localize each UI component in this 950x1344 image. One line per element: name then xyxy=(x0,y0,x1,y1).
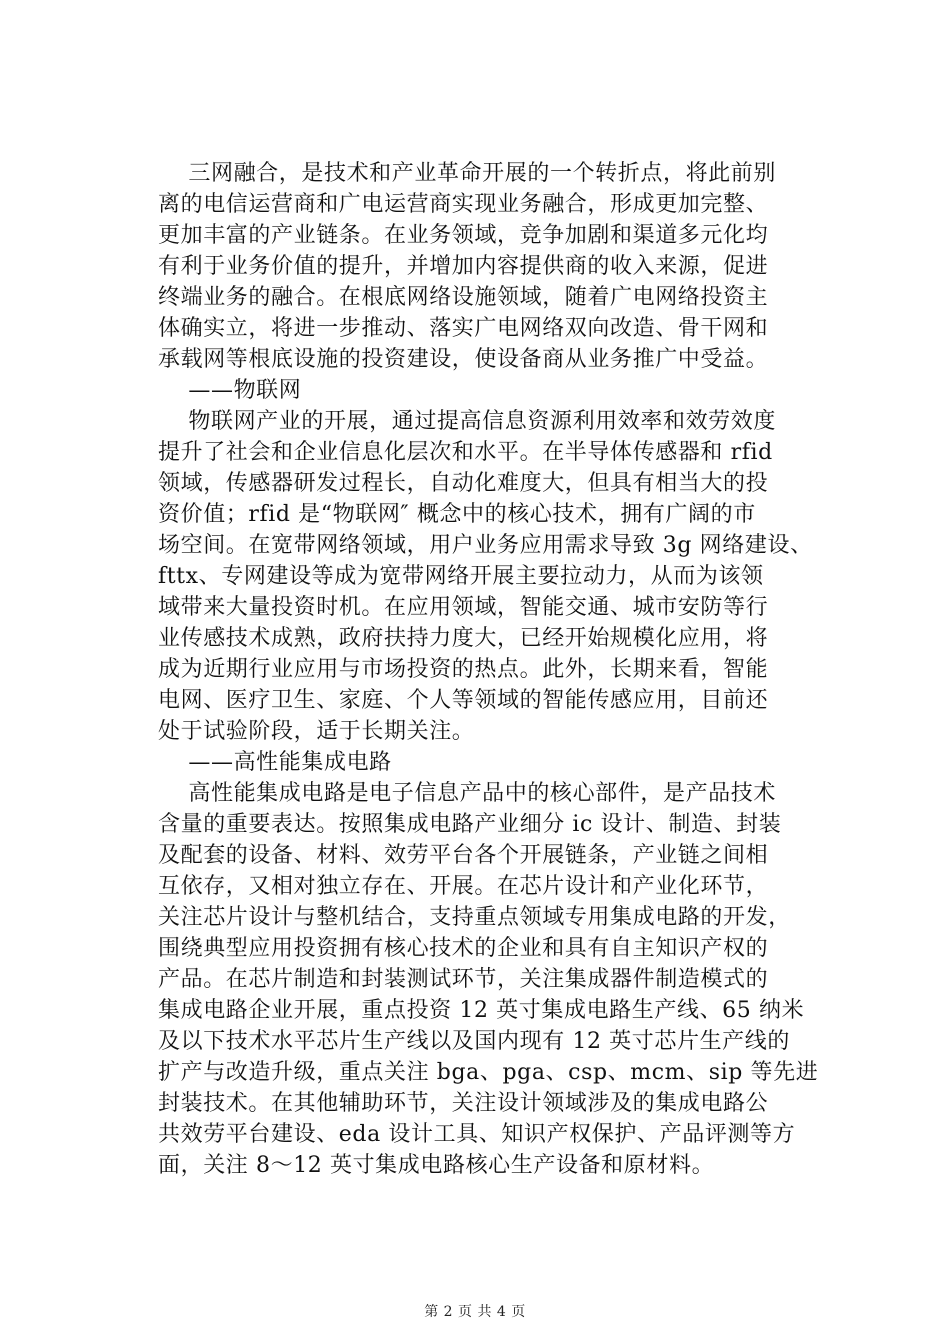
text-line: 域带来大量投资时机。在应用领域，智能交通、城市安防等行 xyxy=(158,595,769,620)
text-line: 产品。在芯片制造和封装测试环节，关注集成器件制造模式的 xyxy=(158,967,769,992)
section-heading: ——物联网 xyxy=(158,378,302,403)
text-line: 共效劳平台建设、eda 设计工具、知识产权保护、产品评测等方 xyxy=(158,1122,796,1147)
text-line: 含量的重要表达。按照集成电路产业细分 ic 设计、制造、封装 xyxy=(158,812,782,837)
text-line: 高性能集成电路是电子信息产品中的核心部件，是产品技术 xyxy=(158,781,776,806)
text-line: 资价值；rfid 是“物联网″ 概念中的核心技术，拥有广阔的市 xyxy=(158,502,756,527)
text-line: 及配套的设备、材料、效劳平台各个开展链条，产业链之间相 xyxy=(158,843,769,868)
text-line: 提升了社会和企业信息化层次和水平。在半导体传感器和 rfid xyxy=(158,440,773,465)
text-line: 互依存，又相对独立存在、开展。在芯片设计和产业化环节， xyxy=(158,874,769,899)
document-body xyxy=(158,158,838,1181)
text-line: 业传感技术成熟，政府扶持力度大，已经开始规模化应用，将 xyxy=(158,626,769,651)
text-line: 及以下技术水平芯片生产线以及国内现有 12 英寸芯片生产线的 xyxy=(158,1029,790,1054)
text-line: 更加丰富的产业链条。在业务领域，竞争加剧和渠道多元化均 xyxy=(158,223,769,248)
text-line: 集成电路企业开展，重点投资 12 英寸集成电路生产线、65 纳米 xyxy=(158,998,805,1023)
text-line: 有利于业务价值的提升，并增加内容提供商的收入来源，促进 xyxy=(158,254,769,279)
text-line: 封装技术。在其他辅助环节，关注设计领域涉及的集成电路公 xyxy=(158,1091,769,1116)
text-line: 离的电信运营商和广电运营商实现业务融合，形成更加完整、 xyxy=(158,192,769,217)
section-heading: ——高性能集成电路 xyxy=(158,750,392,775)
page-footer xyxy=(0,1301,950,1321)
text-line: fttx、专网建设等成为宽带网络开展主要拉动力，从而为该领 xyxy=(158,564,764,589)
text-line: 扩产与改造升级，重点关注 bga、pga、csp、mcm、sip 等先进 xyxy=(158,1060,819,1085)
page-number: 第 2 页 共 4 页 xyxy=(424,1304,526,1320)
text-line: 关注芯片设计与整机结合，支持重点领域专用集成电路的开发， xyxy=(158,905,791,930)
text-line: 承载网等根底设施的投资建设，使设备商从业务推广中受益。 xyxy=(158,347,769,372)
text-line: 场空间。在宽带网络领域，用户业务应用需求导致 3g 网络建设、 xyxy=(158,533,813,558)
text-line: 围绕典型应用投资拥有核心技术的企业和具有自主知识产权的 xyxy=(158,936,769,961)
text-line: 物联网产业的开展，通过提高信息资源利用效率和效劳效度 xyxy=(158,409,776,434)
text-line: 三网融合，是技术和产业革命开展的一个转折点，将此前别 xyxy=(158,161,776,186)
text-line: 终端业务的融合。在根底网络设施领域，随着广电网络投资主 xyxy=(158,285,769,310)
text-line: 面，关注 8～12 英寸集成电路核心生产设备和原材料。 xyxy=(158,1153,715,1178)
text-line: 成为近期行业应用与市场投资的热点。此外，长期来看，智能 xyxy=(158,657,769,682)
text-line: 领域，传感器研发过程长，自动化难度大，但具有相当大的投 xyxy=(158,471,769,496)
text-line: 处于试验阶段，适于长期关注。 xyxy=(158,719,475,744)
text-line: 电网、医疗卫生、家庭、个人等领域的智能传感应用，目前还 xyxy=(158,688,769,713)
text-line: 体确实立，将进一步推动、落实广电网络双向改造、骨干网和 xyxy=(158,316,769,341)
